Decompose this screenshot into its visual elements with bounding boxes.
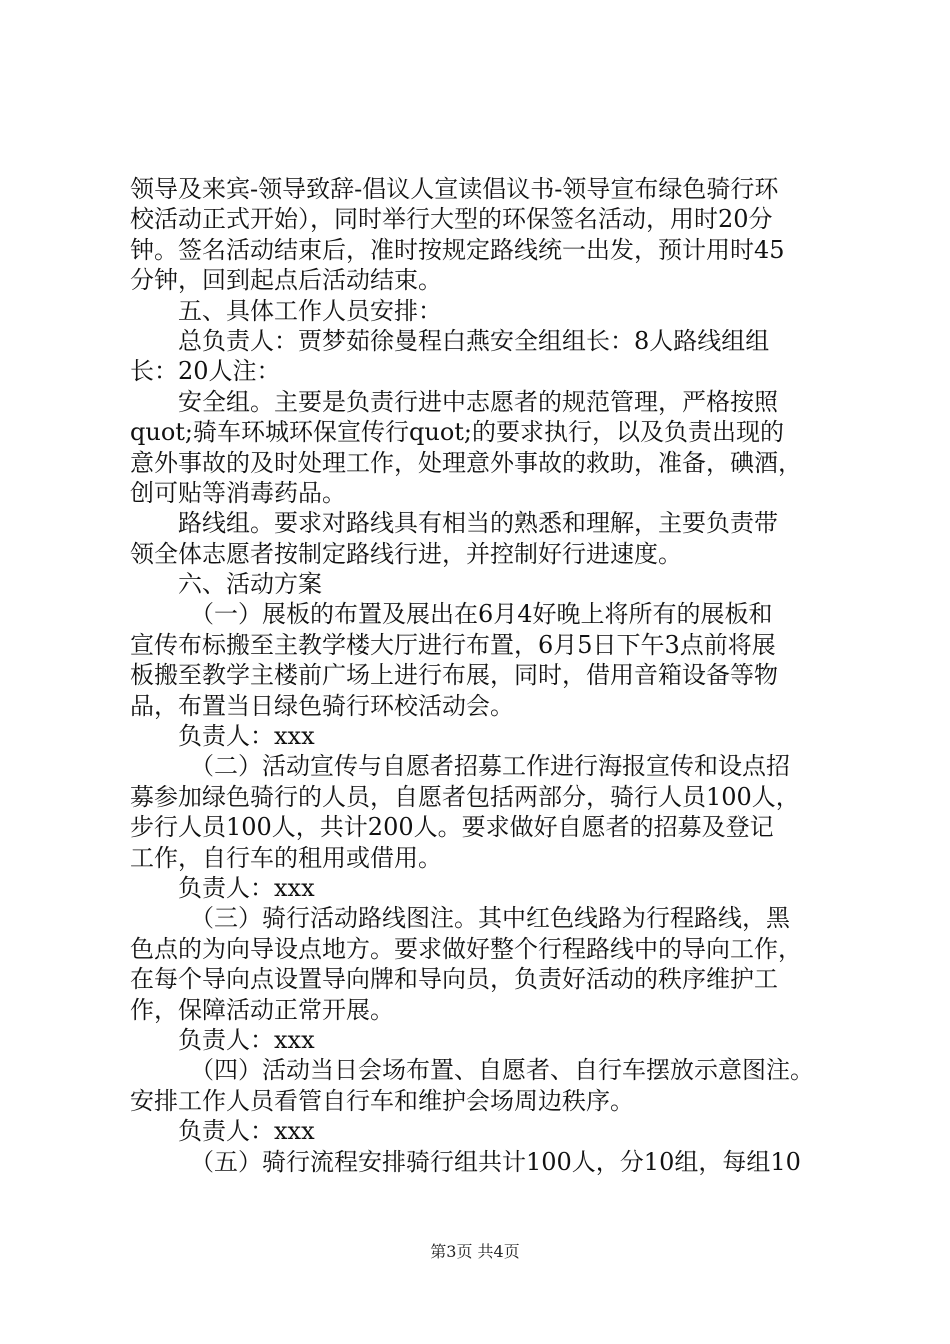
section-heading: 五、具体工作人员安排： <box>178 296 442 325</box>
text-line: （一）展板的布置及展出在6月4好晚上将所有的展板和 <box>190 600 773 629</box>
text-line: 分钟，回到起点后活动结束。 <box>130 266 442 295</box>
text-line: 色点的为向导设点地方。要求做好整个行程路线中的导向工作， <box>130 934 802 963</box>
text-line: 意外事故的及时处理工作，处理意外事故的救助，准备，碘酒， <box>130 448 802 477</box>
section-heading: 六、活动方案 <box>178 570 322 599</box>
text-line: 创可贴等消毒药品。 <box>130 478 346 507</box>
text-line: 领导及来宾-领导致辞-倡议人宣读倡议书-领导宣布绿色骑行环 <box>130 175 779 203</box>
text-line: 安排工作人员看管自行车和维护会场周边秩序。 <box>130 1086 634 1115</box>
text-line: （二）活动宣传与自愿者招募工作进行海报宣传和设点招 <box>190 752 790 781</box>
responsible-person: 负责人：xxx <box>178 1117 315 1146</box>
text-line: 总负责人：贾梦茹徐曼程白燕安全组组长：8人路线组组 <box>178 326 770 355</box>
text-line: 安全组。主要是负责行进中志愿者的规范管理，严格按照 <box>178 387 778 416</box>
text-line: 路线组。要求对路线具有相当的熟悉和理解，主要负责带 <box>178 509 778 538</box>
text-line: quot;骑车环城环保宣传行quot;的要求执行，以及负责出现的 <box>130 418 784 447</box>
text-line: 工作，自行车的租用或借用。 <box>130 843 442 872</box>
responsible-person: 负责人：xxx <box>178 873 315 902</box>
text-line: 在每个导向点设置导向牌和导向员，负责好活动的秩序维护工 <box>130 965 778 994</box>
responsible-person: 负责人：xxx <box>178 1025 315 1054</box>
text-line: 作，保障活动正常开展。 <box>130 995 394 1024</box>
responsible-person: 负责人：xxx <box>178 722 315 751</box>
text-line: 校活动正式开始），同时举行大型的环保签名活动，用时20分 <box>130 205 773 234</box>
text-line: （四）活动当日会场布置、自愿者、自行车摆放示意图注。 <box>190 1056 814 1085</box>
page-footer: 第3页 共4页 <box>430 1242 520 1261</box>
text-line: 品，布置当日绿色骑行环校活动会。 <box>130 691 514 720</box>
text-line: 募参加绿色骑行的人员，自愿者包括两部分，骑行人员100人， <box>130 782 800 811</box>
text-line: 步行人员100人，共计200人。要求做好自愿者的招募及登记 <box>130 813 774 842</box>
text-line: 钟。签名活动结束后，准时按规定路线统一出发，预计用时45 <box>130 235 785 264</box>
document-body <box>130 174 840 1177</box>
text-line: 领全体志愿者按制定路线行进，并控制好行进速度。 <box>130 539 682 568</box>
text-line: 长：20人注： <box>130 357 281 386</box>
text-line: 板搬至教学主楼前广场上进行布展，同时，借用音箱设备等物 <box>130 661 778 690</box>
text-line: （三）骑行活动路线图注。其中红色线路为行程路线，黑 <box>190 904 790 933</box>
text-line: 宣传布标搬至主教学楼大厅进行布置，6月5日下午3点前将展 <box>130 630 776 659</box>
text-line: （五）骑行流程安排骑行组共计100人，分10组，每组10 <box>190 1147 801 1176</box>
